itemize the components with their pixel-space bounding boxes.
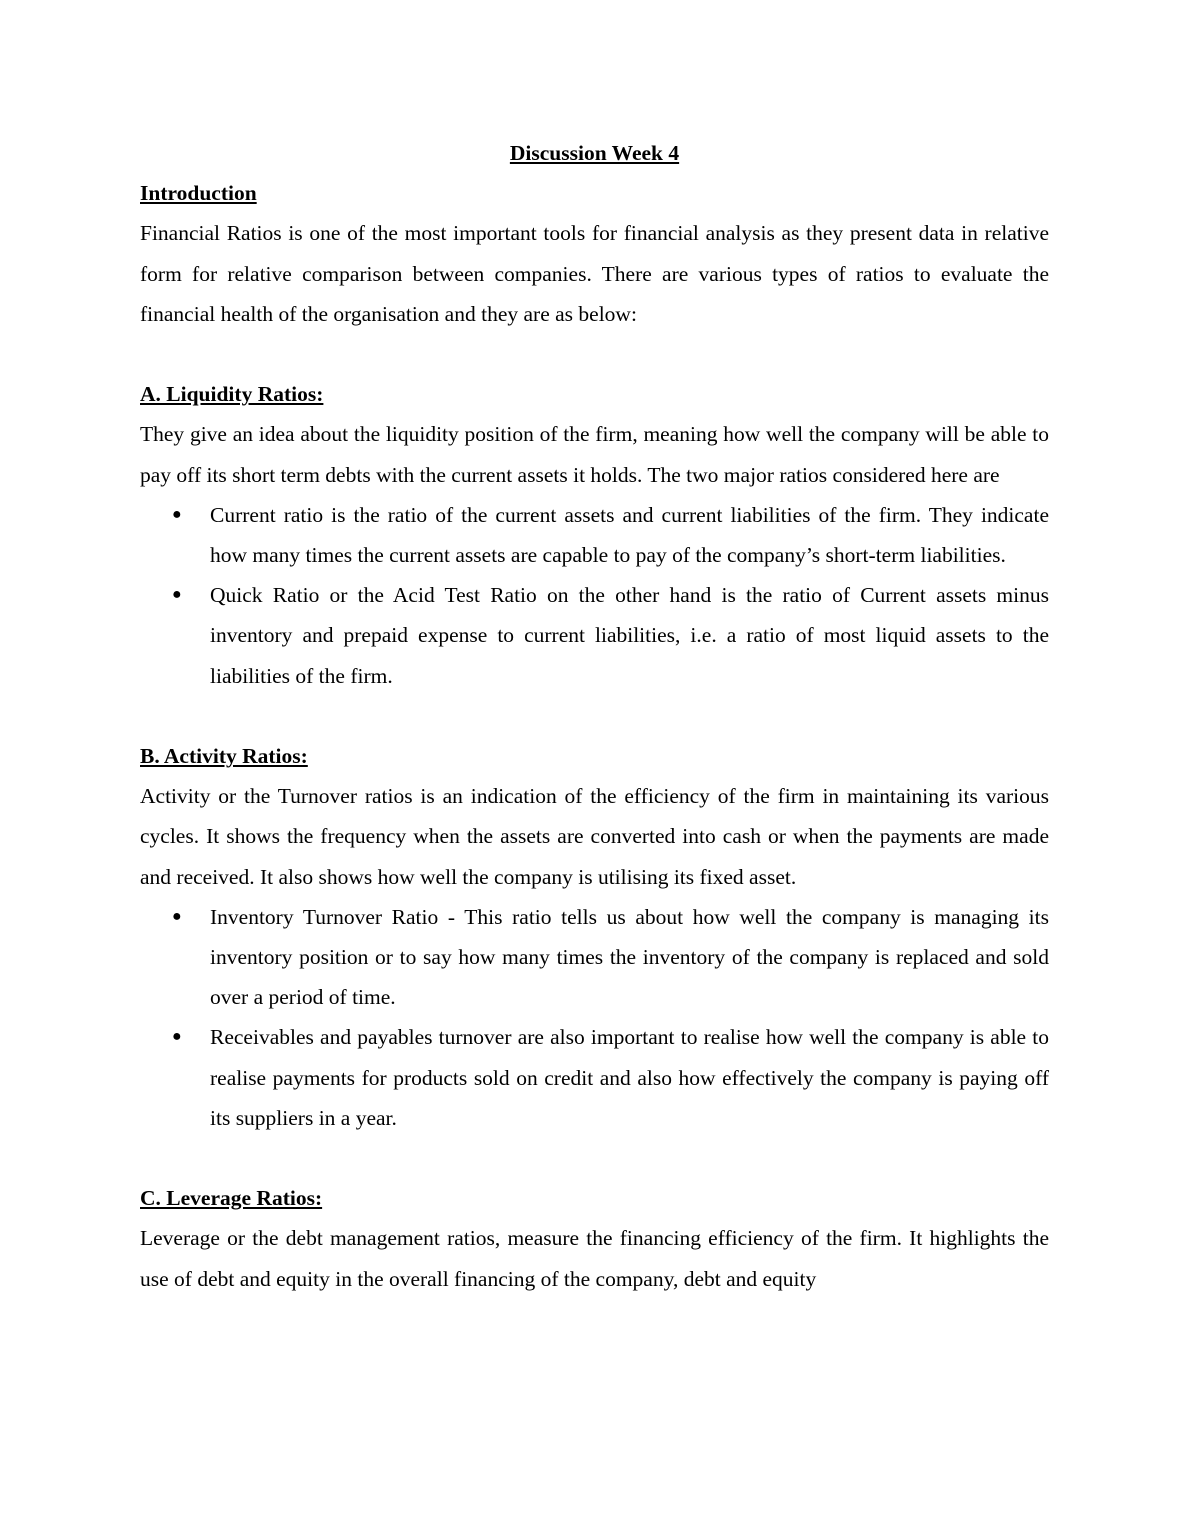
- liquidity-heading: A. Liquidity Ratios:: [140, 382, 324, 407]
- list-item: [140, 897, 1049, 1018]
- intro-paragraph: Financial Ratios is one of the most important tools for financial analysis as they present data in relative form for relative comparison between companies. There are various types of ratios to evaluate the financial health of the organisation and they are as below:: [140, 221, 1049, 326]
- intro-heading: Introduction: [140, 181, 257, 206]
- liquidity-bullet-list: [140, 495, 1049, 696]
- list-item-text: Quick Ratio or the Acid Test Ratio on the other hand is the ratio of Current assets minus inventory and prepaid expense to current liabilities, i.e. a ratio of most liquid assets to the liabilities of the firm.: [210, 583, 1049, 688]
- list-item: [140, 1017, 1049, 1138]
- activity-heading: B. Activity Ratios:: [140, 744, 308, 769]
- activity-section: [140, 736, 1049, 1138]
- document-page: [140, 133, 1049, 1299]
- leverage-heading: C. Leverage Ratios:: [140, 1186, 323, 1211]
- list-item: [140, 575, 1049, 696]
- list-item-text: Receivables and payables turnover are also important to realise how well the company is able to realise payments for products sold on credit and also how effectively the company is paying off its suppliers in a year.: [210, 1025, 1049, 1130]
- liquidity-section: [140, 374, 1049, 696]
- leverage-section: [140, 1178, 1049, 1299]
- bullet-icon: ●: [172, 907, 182, 925]
- section-spacer: [140, 696, 1049, 736]
- list-item-text: Inventory Turnover Ratio - This ratio tells us about how well the company is managing its inventory position or to say how many times the inventory of the company is replaced and sold over a period of time.: [210, 904, 1049, 1010]
- section-spacer: [140, 1138, 1049, 1178]
- bullet-icon: ●: [172, 505, 182, 523]
- activity-paragraph: Activity or the Turnover ratios is an indication of the efficiency of the firm in maintaining its various cycles. It shows the frequency when the assets are converted into cash or when the payments are made and received. It also shows how well the company is utilising its fixed asset.: [140, 784, 1049, 889]
- section-spacer: [140, 334, 1049, 374]
- list-item: [140, 495, 1049, 575]
- activity-bullet-list: [140, 897, 1049, 1138]
- leverage-paragraph: Leverage or the debt management ratios, measure the financing efficiency of the firm. It highlights the use of debt and equity in the overall financing of the company, debt and equity: [140, 1226, 1049, 1291]
- document-title: Discussion Week 4: [509, 141, 680, 165]
- liquidity-paragraph: They give an idea about the liquidity position of the firm, meaning how well the company will be able to pay off its short term debts with the current assets it holds. The two major ratios considered here are: [140, 422, 1049, 487]
- list-item-text: Current ratio is the ratio of the current assets and current liabilities of the firm. They indicate how many times the current assets are capable to pay of the company’s short-term liabilities.: [210, 502, 1049, 568]
- bullet-icon: ●: [172, 1028, 182, 1046]
- bullet-icon: ●: [172, 586, 182, 604]
